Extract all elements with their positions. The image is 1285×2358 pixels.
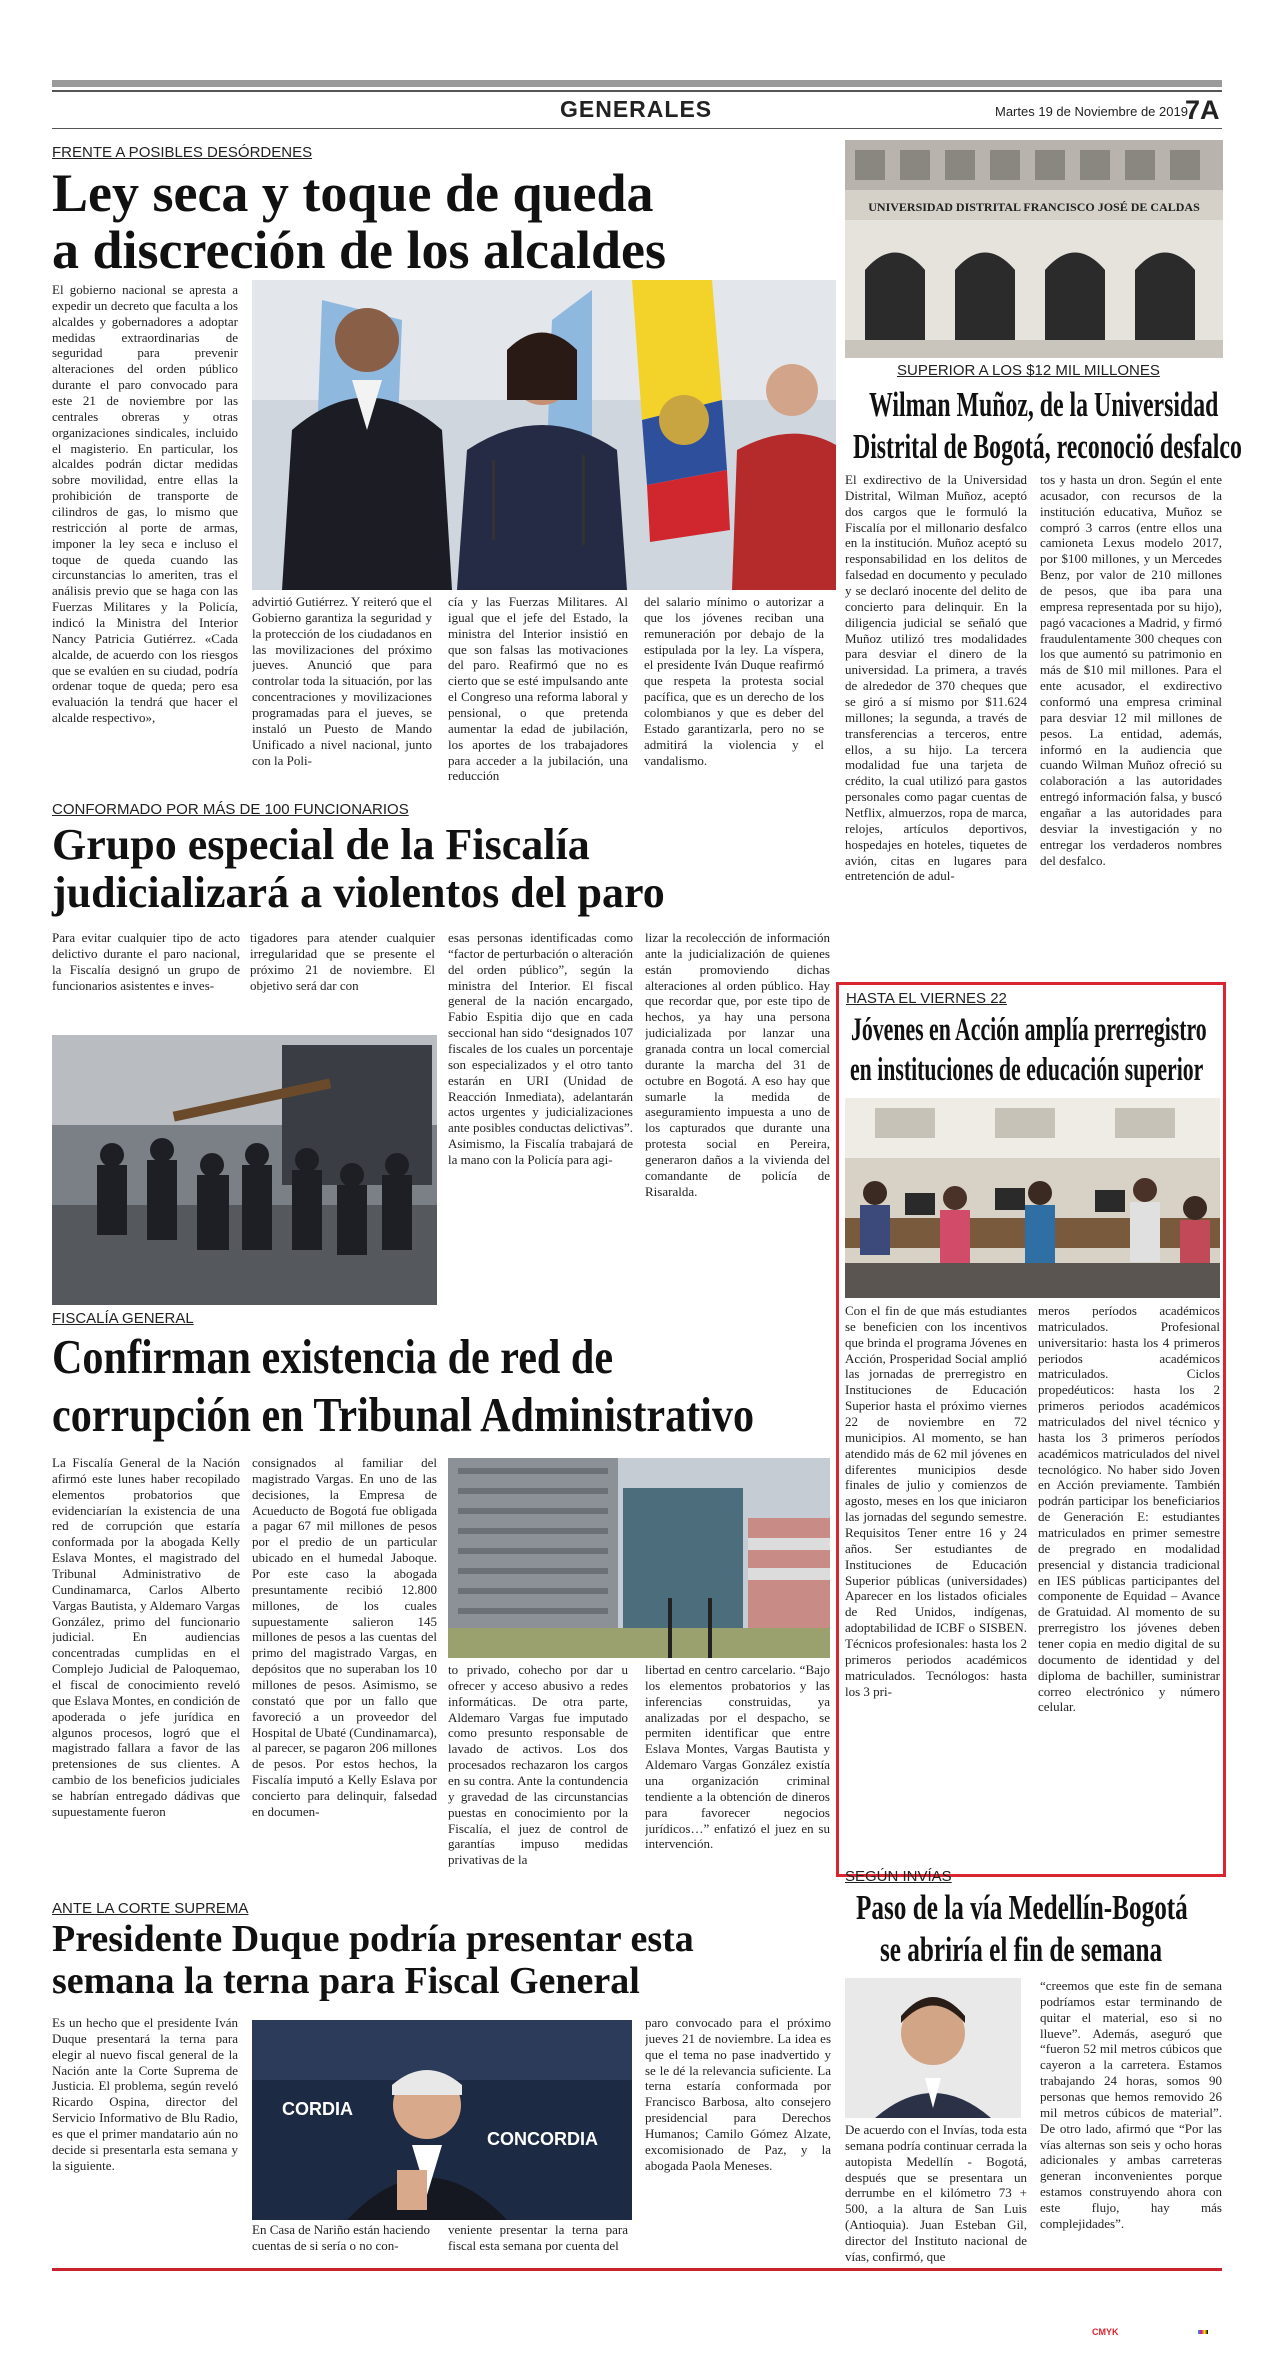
story2-col1: Para evitar cualquier tipo de acto delictivo durante el paro nacional, la Fiscalía designó un grupo de funcionarios asistentes e inves-	[52, 930, 240, 993]
header-rule-thin	[52, 90, 1222, 92]
story3-headline-line2: corrupción en Tribunal Administrativo	[52, 1387, 755, 1442]
story4-headline-line2: semana la terna para Fiscal General	[52, 1960, 640, 2002]
story1-col4: del salario mínimo o autorizar a que los jóvenes reciban una remuneración por debajo de la estipulada por la ley. La víspera, el presidente Iván Duque reafirmó que respeta la protesta social pacífica, que es un derecho de los colombianos y que es deber del Estado garantizarla, pero no se admitirá la violencia y el vandalismo.	[644, 594, 824, 768]
story3-col3: to privado, cohecho por dar u ofrecer y acceso abusivo a redes informáticas. De otra parte, Aldemaro Vargas fue imputado como presunto responsable de lavado de activos. Los dos procesados rechazaron los cargos en su contra. Ante la contundencia y gravedad de las circunstancias puestas en conocimiento por la Fiscalía, el juez de control de garantías impuso medidas privativas de la	[448, 1662, 628, 1868]
story3-col2: consignados al familiar del magistrado Vargas. En uno de las decisiones, la Empresa de Acueducto de Bogotá fue obligada a pagar 67 mil millones de pesos por el predio de un particular ubicado en el humedal Jaboque. Por este caso la abogada presuntamente recibió 12.800 millones, de los cuales supuestamente salieron 145 millones de pesos a las cuentas del primo del magistrado Vargas, en depósitos que no superaban los 10 millones de pesos. Asimismo, se constató que por un fallo que favoreció a un proveedor del Hospital de Ubaté (Cundinamarca), al parecer, se pagaron 206 millones de pesos. Por estos hechos, la Fiscalía imputó a Kelly Eslava por concierto para delinquir, falsedad en documen-	[252, 1455, 437, 1819]
section-name: GENERALES	[560, 96, 713, 122]
story5-headline-line1: Wilman Muñoz, de la Universidad	[869, 385, 1219, 424]
story2-photo	[52, 1035, 437, 1305]
story1-col1: El gobierno nacional se apresta a expedir un decreto que faculta a los alcaldes y gobernadores a adoptar medidas extraordinarias de seguridad para prevenir alteraciones del orden público durante el paro convocado para este 21 de noviembre por las centrales obreras y otras organizaciones sindicales, incluido el magisterio. En particular, los alcaldes podrán dictar medidas sobre movilidad, entre ellas la prohibición de transporte de cilindros de gas, lo mismo que restricción al porte de armas, imponer la ley seca e incluso el toque de queda cuando las circunstancias lo ameriten, tras el análisis previo que se haga con las Fuerzas Militares y la Policía, indicó la Ministra del Interior Nancy Patricia Gutiérrez. «Cada alcalde, de acuerdo con los riesgos que se evalúen en su ciudad, podría ordenar toque de queda; pero esa evaluación la tendrá que hacer el alcalde respectivo»,	[52, 282, 238, 726]
header-bottom-rule	[52, 128, 1222, 129]
story3-headline-line1: Confirman existencia de red de	[52, 1329, 614, 1384]
story1-headline-line2: a discreción de los alcaldes	[52, 220, 666, 280]
story4-col3: veniente presentar la terna para fiscal esta semana por cuenta del	[448, 2222, 628, 2253]
story5-kicker: SUPERIOR A LOS $12 MIL MILLONES	[897, 362, 1160, 379]
story2-col4: lizar la recolección de información ante la judicialización de quienes están promoviendo dichas alteraciones al orden público. Hay que recordar que, por este tipo de hechos, ya hay una persona judicializada por lanzar una granada contra un local comercial durante la marcha del 31 de octubre en Bogotá. A eso hay que sumarle la medida de aseguramiento impuesta a uno de los capturados que durante una protesta social en Pereira, generaron daños a la vivienda del comandante de policía de Risaralda.	[645, 930, 830, 1199]
svg-text:CORDIA: CORDIA	[282, 2099, 353, 2119]
story3-kicker: FISCALÍA GENERAL	[52, 1310, 194, 1327]
story5-photo	[845, 140, 1223, 358]
story6-kicker: HASTA EL VIERNES 22	[846, 990, 1007, 1007]
story2-col3: esas personas identificadas como “factor de perturbación o alteración del orden público”, según la ministra del Interior. El fiscal general de la nación encargado, Fabio Espitia dijo que en cada seccional han sido “designados 107 fiscales de los cuales un porcentaje son especializados y el otro tanto estarán en URI (Unidad de Reacción Inmediata), adelantarán actos urgentes y judicializaciones ante posibles conductas delictivas”. Asimismo, la Fiscalía trabajará de la mano con la Policía para agi-	[448, 930, 633, 1168]
story5-headline-line2: Distrital de Bogotá, reconoció desfalco	[853, 427, 1242, 466]
issue-date: Martes 19 de Noviembre de 2019	[995, 104, 1188, 119]
bottom-rule	[52, 2268, 1222, 2271]
story6-headline-line2: en instituciones de educación superior	[850, 1052, 1204, 1088]
story7-col2: “creemos que este fin de semana podríamos estar terminando de quitar el material, eso si no llueve”. Además, aseguró que “fueron 52 mil metros cúbicos que cayeron a la carretera. Estamos trabajando 24 horas, somos 90 personas que hemos removido 26 mil metros cúbicos de material”. De otro lado, afirmó que “Por las vías alternas son seis y ocho horas adicionales y ambas carreteras generan inconvenientes porque estamos construyendo ahora con este flujo, hay más complejidades”.	[1040, 1978, 1222, 2231]
story2-headline-line2: judicializará a violentos del paro	[52, 868, 665, 917]
story1-headline-line1: Ley seca y toque de queda	[52, 163, 654, 223]
story1-photo	[252, 280, 836, 590]
page-number: 7A	[1185, 95, 1220, 125]
story5-col2: tos y hasta un dron. Según el ente acusador, con recursos de la institución educativa, Muñoz se compró 3 carros (entre ellos una camioneta Lexus modelo 2017, por $100 millones, y un Mercedes Benz, por valor de 210 millones de pesos, que iba para una empresa representada por su hijo), pagó vacaciones a Madrid, y firmó fraudulentamente 300 cheques con los que aumentó su patrimonio en más de $10 mil millones. Para el ente acusador, el exdirectivo conformó una empresa criminal para desviar 12 mil millones de pesos. La entidad, además, informó en la audiencia que cuando Wilman Muñoz ofreció su colaboración a las autoridades entregó información falsa, y buscó engañar a las autoridades para desviar la investigación y no entregar los verdaderos nombres del desfalco.	[1040, 472, 1222, 868]
cmyk-mark: CMYK	[1092, 2327, 1119, 2337]
story3-col1: La Fiscalía General de la Nación afirmó este lunes haber recopilado elementos probatorios que evidenciarían la existencia de una red de corrupción que estaría conformada por la abogada Kelly Eslava Montes, el magistrado del Tribunal Administrativo de Cundinamarca, Carlos Alberto Vargas Bautista, y Aldemaro Vargas González, primo del funcionario judicial. En audiencias concentradas cumplidas en el Complejo Judicial de Paloquemao, el fiscal de conocimiento reveló que Eslava Montes, en condición de apoderada o jefe jurídica en algunos procesos, logró que el magistrado fallara a favor de las pretensiones de sus clientes. A cambio de los beneficios judiciales se habrían entregado dádivas que supuestamente fueron	[52, 1455, 240, 1819]
story4-headline-line1: Presidente Duque podría presentar esta	[52, 1918, 694, 1960]
story2-col2: tigadores para atender cualquier irregularidad que se presente el próximo 21 de noviembre. El objetivo será dar con	[250, 930, 435, 993]
story6-col2: meros períodos académicos matriculados. Profesional universitario: hasta los 4 primeros periodos académicos matriculados. Ciclos propedéuticos: hasta los 2 primeros periodos académicos matriculados del nivel técnico y hasta los 3 primeros períodos académicos matriculados del nivel tecnológico. No haber sido Joven en Acción previamente. También podrán participar los beneficiarios de Generación E: estudiantes matriculados en primer semestre de pregrado en modalidad presencial y distancia tradicional en IES públicas participantes del componente de Equidad – Avance de Gratuidad. Al momento de su prerregistro los jóvenes deben tener copia en medio digital de su documento de identidad y del diploma de bachiller, suministrar correo electrónico y número celular.	[1038, 1303, 1220, 1715]
story1-kicker: FRENTE A POSIBLES DESÓRDENES	[52, 144, 313, 161]
story2-kicker: CONFORMADO POR MÁS DE 100 FUNCIONARIOS	[52, 801, 409, 818]
story2-headline-line1: Grupo especial de la Fiscalía	[52, 820, 590, 869]
story6-photo	[845, 1098, 1220, 1298]
header-rule	[52, 80, 1222, 87]
story4-col4: paro convocado para el próximo jueves 21 de noviembre. La idea es que el tema no pase inadvertido y se le dé la relevancia suficiente. La terna estaría conformada por Francisco Barbosa, alto consejero presidencial para Derechos Humanos; Camilo Gómez Alzate, excomisionado de Paz, y la abogada Paola Meneses.	[645, 2015, 831, 2173]
story4-photo-caption: En Casa de Nariño están haciendo cuentas de si sería o no con-	[252, 2222, 430, 2253]
story6-col1: Con el fin de que más estudiantes se beneficien con los incentivos que brinda el programa Jóvenes en Acción, Prosperidad Social amplió las jornadas de prerregistro en Instituciones de Educación Superior hasta el próximo viernes 22 de noviembre en 72 municipios. Al momento, se han atendido más de 62 mil jóvenes en diferentes municipios desde finales de julio y comienzos de agosto, meses en los que iniciaron las jornadas del segundo semestre. Requisitos Tener entre 16 y 24 años. Ser estudiantes de Instituciones de Educación Superior públicas (universidades) Aparecer en los listados oficiales de Red Unidos, indígenas, adoptabilidad de ICBF o SISBEN. Técnicos profesionales: hasta los 2 primeros periodos académicos matriculados. Tecnólogos: hasta los 3 pri-	[845, 1303, 1027, 1699]
story7-col1: De acuerdo con el Invías, toda esta semana podría continuar cerrada la autopista Medellín - Bogotá, después que se presentara un derrumbe en el kilómetro 73 + 500, a la altura de San Luis (Antioquia). Juan Esteban Gil, director del Instituto nacional de vías, confirmó, que	[845, 2122, 1027, 2264]
story5-col1: El exdirectivo de la Universidad Distrital, Wilman Muñoz, aceptó dos cargos que le formuló la Fiscalía por el millonario desfalco en la institución. Muñoz aceptó su responsabilidad en los delitos de falsedad en documento y peculado y se declaró inocente del delito de concierto para delinquir. En la diligencia judicial se señaló que Muñoz utilizó tres modalidades para desviar el dinero de la universidad. La primera, a través de alrededor de 370 cheques que se giró a sí mismo por $11.624 millones; la segunda, a través de transferencias a terceros, entre ellos, a su hijo. La tercera modalidad fue una tarjeta de crédito, la cual utilizó para gastos personales como pagar cuentas de Netflix, almuerzos, ropa de marca, relojes, artículos deportivos, hospedajes en hoteles, tiquetes de avión, citas en lugares para entretención de adul-	[845, 472, 1027, 884]
story7-photo	[845, 1978, 1021, 2118]
svg-text:CONCORDIA: CONCORDIA	[487, 2129, 598, 2149]
story4-photo	[252, 2020, 632, 2220]
story7-kicker: SEGÚN INVÍAS	[845, 1868, 952, 1885]
story1-col3: cía y las Fuerzas Militares. Al igual que el jefe del Estado, la ministra del Interior insistió en que son falsas las motivaciones del paro. Reafirmó que no es cierto que se esté impulsando ante el Congreso una reforma laboral y pensional, o que pretenda aumentar la edad de jubilación, los aportes de los trabajadores para acceder a la jubilación, una reducción	[448, 594, 628, 784]
story4-col1: Es un hecho que el presidente Iván Duque presentará la terna para elegir al nuevo fiscal general de la Nación ante la Corte Suprema de Justicia. El problema, según reveló Ricardo Ospina, director del Servicio Informativo de Blu Radio, es que el primer mandatario aún no decide si presentarla esta semana y la siguiente.	[52, 2015, 238, 2173]
story3-photo	[448, 1458, 830, 1658]
story3-col4: libertad en centro carcelario. “Bajo los elementos probatorios y las inferencias construidas, ya analizadas por el despacho, se permiten identificar que entre Eslava Montes, Vargas Bautista y Aldemaro Vargas González existía una organización criminal tendiente a la obtención de dineros para favorecer negocios jurídicos…” enfatizó el juez en su intervención.	[645, 1662, 830, 1852]
university-sign: UNIVERSIDAD DISTRITAL FRANCISCO JOSÉ DE CALDAS	[868, 200, 1200, 214]
story7-headline-line1: Paso de la vía Medellín-Bogotá	[856, 1888, 1188, 1927]
story7-headline-line2: se abriría el fin de semana	[880, 1930, 1163, 1969]
story4-kicker: ANTE LA CORTE SUPREMA	[52, 1900, 249, 1917]
story6-headline-line1: Jóvenes en Acción amplía prerregistro	[851, 1012, 1207, 1048]
color-bar	[1198, 2330, 1208, 2334]
story1-col2: advirtió Gutiérrez. Y reiteró que el Gobierno garantiza la seguridad y la protección de los ciudadanos en las movilizaciones del próximo jueves. Anunció que para controlar toda la situación, por las concentraciones y movilizaciones programadas para el jueves, se instaló un Puesto de Mando Unificado a nivel nacional, junto con la Poli-	[252, 594, 432, 768]
